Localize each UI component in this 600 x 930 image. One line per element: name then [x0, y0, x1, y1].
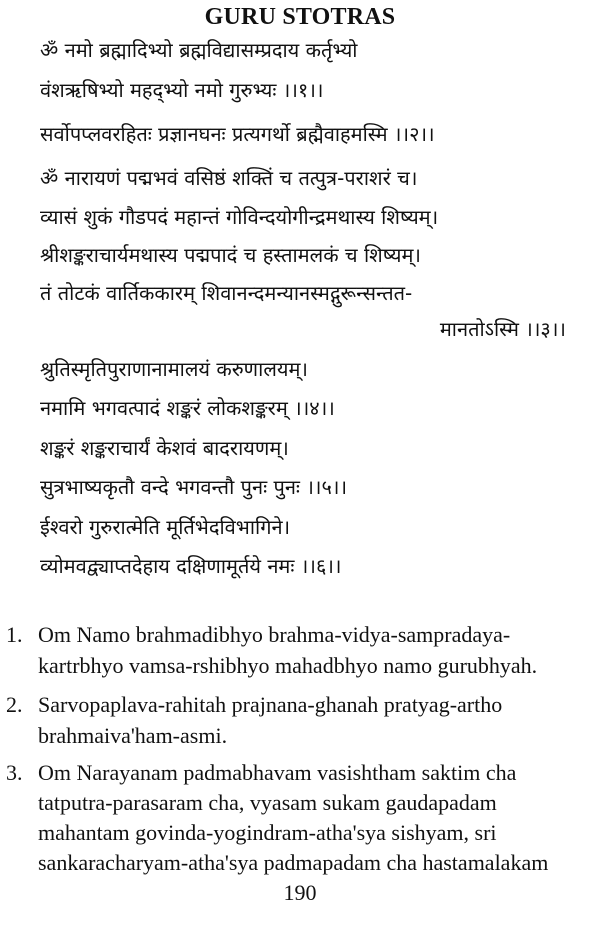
translation-line: mahantam govinda-yogindram-atha'sya sishyam, sri	[38, 820, 497, 845]
translation-number: 3.	[6, 760, 23, 785]
page-number: 190	[283, 880, 317, 905]
translation-line: kartrbhyo vamsa-rshibhyo mahadbhyo namo gurubhyah.	[38, 653, 538, 678]
verse-line-10: नमामि भगवत्पादं शङ्करं लोकशङ्करम् ।।४।।	[40, 396, 335, 420]
verse-line-8: मानतोऽस्मि ।।३।।	[439, 317, 566, 341]
verse-line-11: शङ्करं शङ्कराचार्यं केशवं बादरायणम्।	[40, 436, 289, 460]
translation-line: Om Namo brahmadibhyo brahma-vidya-sampradaya-	[38, 622, 511, 647]
verse-line-3: सर्वोपप्लवरहितः प्रज्ञानघनः प्रत्यगर्थो ब्रह्मैवाहमस्मि ।।२।।	[40, 122, 435, 146]
verse-line-14: व्योमवद्व्याप्तदेहाय दक्षिणामूर्तये नमः ।।६।।	[40, 554, 342, 578]
verse-line-5: व्यासं शुकं गौडपदं महान्तं गोविन्दयोगीन्द्रमथास्य शिष्यम्।	[40, 205, 439, 229]
translation-line: brahmaiva'ham-asmi.	[38, 723, 228, 748]
translation-line: sankaracharyam-atha'sya padmapadam cha hastamalakam	[38, 850, 549, 875]
verse-line-6: श्रीशङ्कराचार्यमथास्य पद्मपादं च हस्तामलकं च शिष्यम्।	[40, 243, 421, 267]
verse-line-2: वंशऋषिभ्यो महद्भ्यो नमो गुरुभ्यः ।।१।।	[40, 78, 324, 102]
verse-line-9: श्रुतिस्मृतिपुराणानामालयं करुणालयम्।	[40, 357, 309, 381]
translation-line: Sarvopaplava-rahitah prajnana-ghanah pratyag-artho	[38, 692, 503, 717]
page-title: GURU STOTRAS	[204, 4, 396, 30]
translation-line: tatputra-parasaram cha, vyasam sukam gaudapadam	[38, 790, 497, 815]
verse-line-1: ॐ नमो ब्रह्मादिभ्यो ब्रह्मविद्यासम्प्रदाय कर्तृभ्यो	[40, 38, 358, 62]
verse-line-12: सुत्रभाष्यकृतौ वन्दे भगवन्तौ पुनः पुनः ।।५।।	[40, 475, 348, 499]
translation-number: 2.	[6, 692, 23, 717]
verse-line-13: ईश्वरो गुरुरात्मेति मूर्तिभेदविभागिने।	[40, 515, 291, 539]
verse-line-4: ॐ नारायणं पद्मभवं वसिष्ठं शक्तिं च तत्पुत्र-पराशरं च।	[40, 166, 418, 190]
translation-number: 1.	[6, 622, 23, 647]
verse-line-7: तं तोटकं वार्तिककारम् शिवानन्दमन्यानस्मद्गुरून्सन्तत-	[40, 281, 413, 305]
translation-line: Om Narayanam padmabhavam vasishtham saktim cha	[38, 760, 517, 785]
